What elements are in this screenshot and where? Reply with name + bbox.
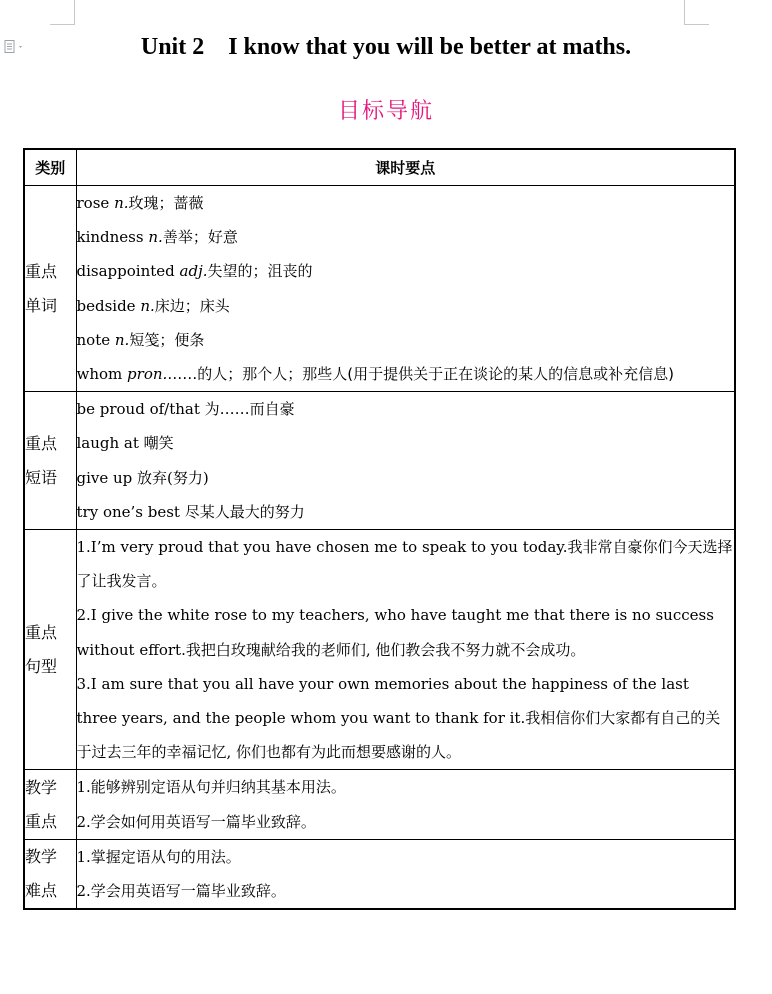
category-line: 重点 <box>25 811 58 831</box>
table-row-words <box>24 186 735 392</box>
focus-item: 1.能够辨别定语从句并归纳其基本用法。 <box>76 778 346 797</box>
category-line: 单词 <box>25 295 58 315</box>
word-meaning: 床边；床头 <box>154 296 230 315</box>
category-line: 短语 <box>25 467 58 487</box>
words-list <box>76 186 735 392</box>
word-item <box>77 357 735 391</box>
sentence-item: 3.I am sure that you all have your own memories about the happiness of the last three years, and the people whom you want to thank for it.我相信你们大家都有自己的关于过去三年的幸福记忆, 你们也都有为此而想要感谢的人。 <box>76 674 721 762</box>
table-header-row <box>24 149 735 186</box>
sentence-item: 2.I give the white rose to my teachers, who have taught me that there is no success without effort.我把白玫瑰献给我的老师们, 他们教会我不努力就不会成功。 <box>76 606 714 659</box>
word-term: whom <box>76 365 123 384</box>
word-meaning: 失望的；沮丧的 <box>207 262 313 281</box>
document-title: Unit 2 I know that you will be better at maths. <box>140 34 632 60</box>
category-line: 难点 <box>25 881 58 901</box>
category-phrases <box>24 392 76 530</box>
teaching-focus-list <box>76 770 735 839</box>
word-pos: n. <box>114 330 130 349</box>
category-line: 重点 <box>25 433 58 453</box>
sentence-item: 1.I’m very proud that you have chosen me to speak to you today.我非常自豪你们今天选择了让我发言。 <box>76 538 733 591</box>
header-points: 课时要点 <box>76 149 735 186</box>
phrase-item: laugh at 嘲笑 <box>76 434 174 453</box>
category-sentences <box>24 530 76 770</box>
word-term: note <box>76 330 111 349</box>
word-item <box>77 323 735 357</box>
sentences-list <box>76 530 735 770</box>
difficulty-item: 2.学会用英语写一篇毕业致辞。 <box>76 882 286 901</box>
word-item <box>77 186 735 220</box>
word-meaning: 善举；好意 <box>162 228 238 247</box>
category-line: 重点 <box>25 622 58 642</box>
lesson-plan-table <box>23 148 736 910</box>
category-words <box>24 186 76 392</box>
word-term: rose <box>76 194 110 212</box>
word-pos: pron. <box>127 365 168 384</box>
table-row-sentences <box>24 530 735 770</box>
phrases-list <box>76 392 735 530</box>
word-pos: n. <box>114 194 129 212</box>
word-item <box>77 289 735 323</box>
table-row-teaching-focus <box>24 770 735 839</box>
word-item <box>77 220 735 254</box>
word-term: bedside <box>76 296 136 315</box>
word-meaning: ……的人；那个人；那些人(用于提供关于正在谈论的某人的信息或补充信息) <box>167 365 674 384</box>
category-line: 重点 <box>25 261 58 281</box>
phrase-item: try one’s best 尽某人最大的努力 <box>76 502 305 521</box>
category-line: 句型 <box>25 656 58 676</box>
word-item <box>77 254 735 288</box>
word-meaning: 玫瑰；蔷薇 <box>128 194 204 212</box>
word-meaning: 短笺；便条 <box>129 330 205 349</box>
header-category: 类别 <box>24 149 76 186</box>
category-teaching-focus <box>24 770 76 839</box>
teaching-difficulty-list <box>76 839 735 909</box>
word-term: kindness <box>76 228 144 247</box>
category-line: 教学 <box>25 777 58 797</box>
corner-crop-mark-left <box>50 0 75 25</box>
focus-item: 2.学会如何用英语写一篇毕业致辞。 <box>76 812 316 831</box>
word-pos: n. <box>148 228 163 247</box>
word-pos: n. <box>140 296 155 315</box>
phrase-item: be proud of/that 为……而自豪 <box>76 400 295 419</box>
word-pos: adj. <box>179 262 208 281</box>
corner-crop-mark-right <box>684 0 709 25</box>
word-term: disappointed <box>76 262 175 281</box>
phrase-item: give up 放弃(努力) <box>76 468 209 487</box>
table-row-teaching-difficulty <box>24 839 735 909</box>
difficulty-item: 1.掌握定语从句的用法。 <box>76 847 241 866</box>
category-line: 教学 <box>25 847 58 867</box>
table-row-phrases <box>24 392 735 530</box>
section-subtitle: 目标导航 <box>337 99 434 124</box>
category-teaching-difficulty <box>24 839 76 909</box>
